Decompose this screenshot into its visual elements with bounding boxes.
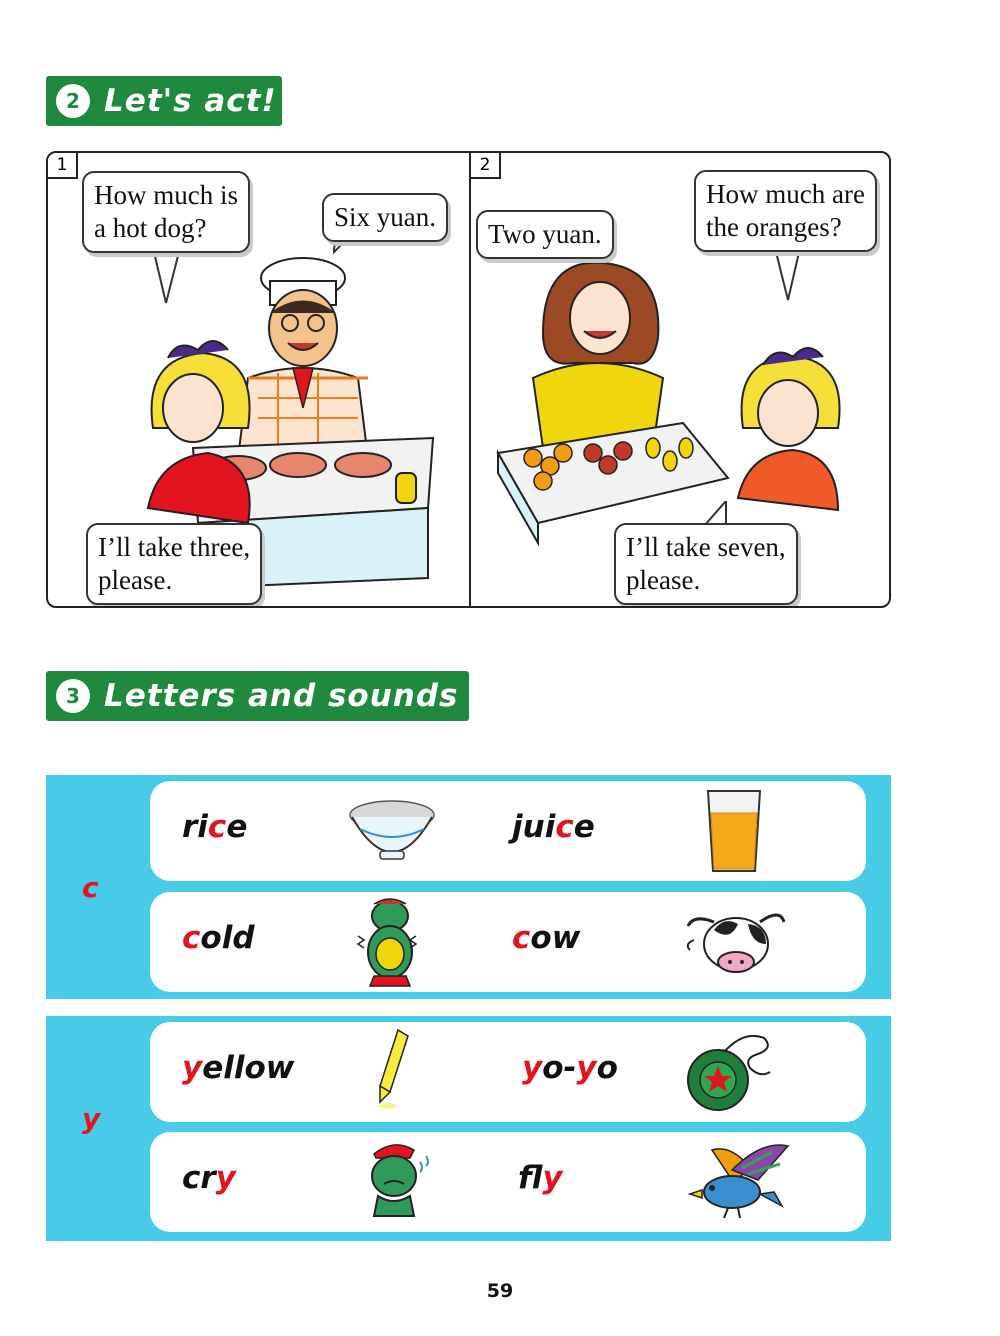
letter-band-y	[46, 1016, 891, 1241]
juice-glass-icon	[704, 787, 764, 875]
section-number: 2	[56, 84, 90, 118]
word-rice: rice	[182, 809, 248, 845]
yellow-crayon-icon	[372, 1026, 416, 1112]
blonde-girl-icon	[738, 348, 840, 510]
chef-boy-icon	[238, 258, 368, 458]
word-cold: cold	[182, 920, 255, 956]
section-title: Let's act!	[104, 83, 277, 119]
word-fly: fly	[518, 1160, 563, 1196]
speech-bubble-six-yuan: Six yuan.	[322, 193, 448, 242]
speech-bubble-hot-dog-question: How much is a hot dog?	[82, 171, 250, 253]
section-header-letters-and-sounds	[46, 671, 469, 721]
cow-head-icon	[684, 904, 788, 980]
blonde-girl-icon	[148, 341, 250, 523]
word-yo-yo: yo-yo	[522, 1050, 618, 1086]
panel-number-1: 1	[48, 153, 78, 179]
rice-bowl-icon	[346, 793, 438, 865]
crying-dinosaur-icon	[360, 1140, 436, 1224]
panel-number-2: 2	[471, 153, 501, 179]
bubble-tail	[770, 248, 810, 308]
comic-strip	[46, 151, 891, 608]
shivering-dinosaur-icon	[354, 896, 424, 990]
section-number: 3	[56, 679, 90, 713]
word-juice: juice	[512, 809, 595, 845]
letter-band-c	[46, 775, 891, 999]
section-header-lets-act	[46, 76, 282, 126]
section-title: Letters and sounds	[104, 678, 459, 714]
bubble-tail	[148, 248, 188, 308]
speech-bubble-oranges-question: How much are the oranges?	[694, 170, 877, 252]
letter-label: y	[82, 1102, 101, 1135]
panel-divider	[469, 153, 471, 606]
speech-bubble-take-seven: I’ll take seven, please.	[614, 523, 798, 605]
letter-label: c	[82, 871, 99, 904]
word-yellow: yellow	[182, 1050, 295, 1086]
word-row	[150, 781, 866, 881]
word-cry: cry	[182, 1160, 236, 1196]
speech-bubble-take-three: I’ll take three, please.	[86, 523, 262, 605]
brown-haired-girl-icon	[533, 263, 663, 448]
speech-bubble-two-yuan: Two yuan.	[476, 210, 614, 259]
yo-yo-icon	[684, 1026, 780, 1118]
word-cow: cow	[512, 920, 581, 956]
word-row	[150, 1022, 866, 1122]
page-number: 59	[486, 1280, 514, 1302]
word-row	[150, 892, 866, 992]
word-row	[150, 1132, 866, 1232]
flying-bird-icon	[682, 1140, 792, 1224]
